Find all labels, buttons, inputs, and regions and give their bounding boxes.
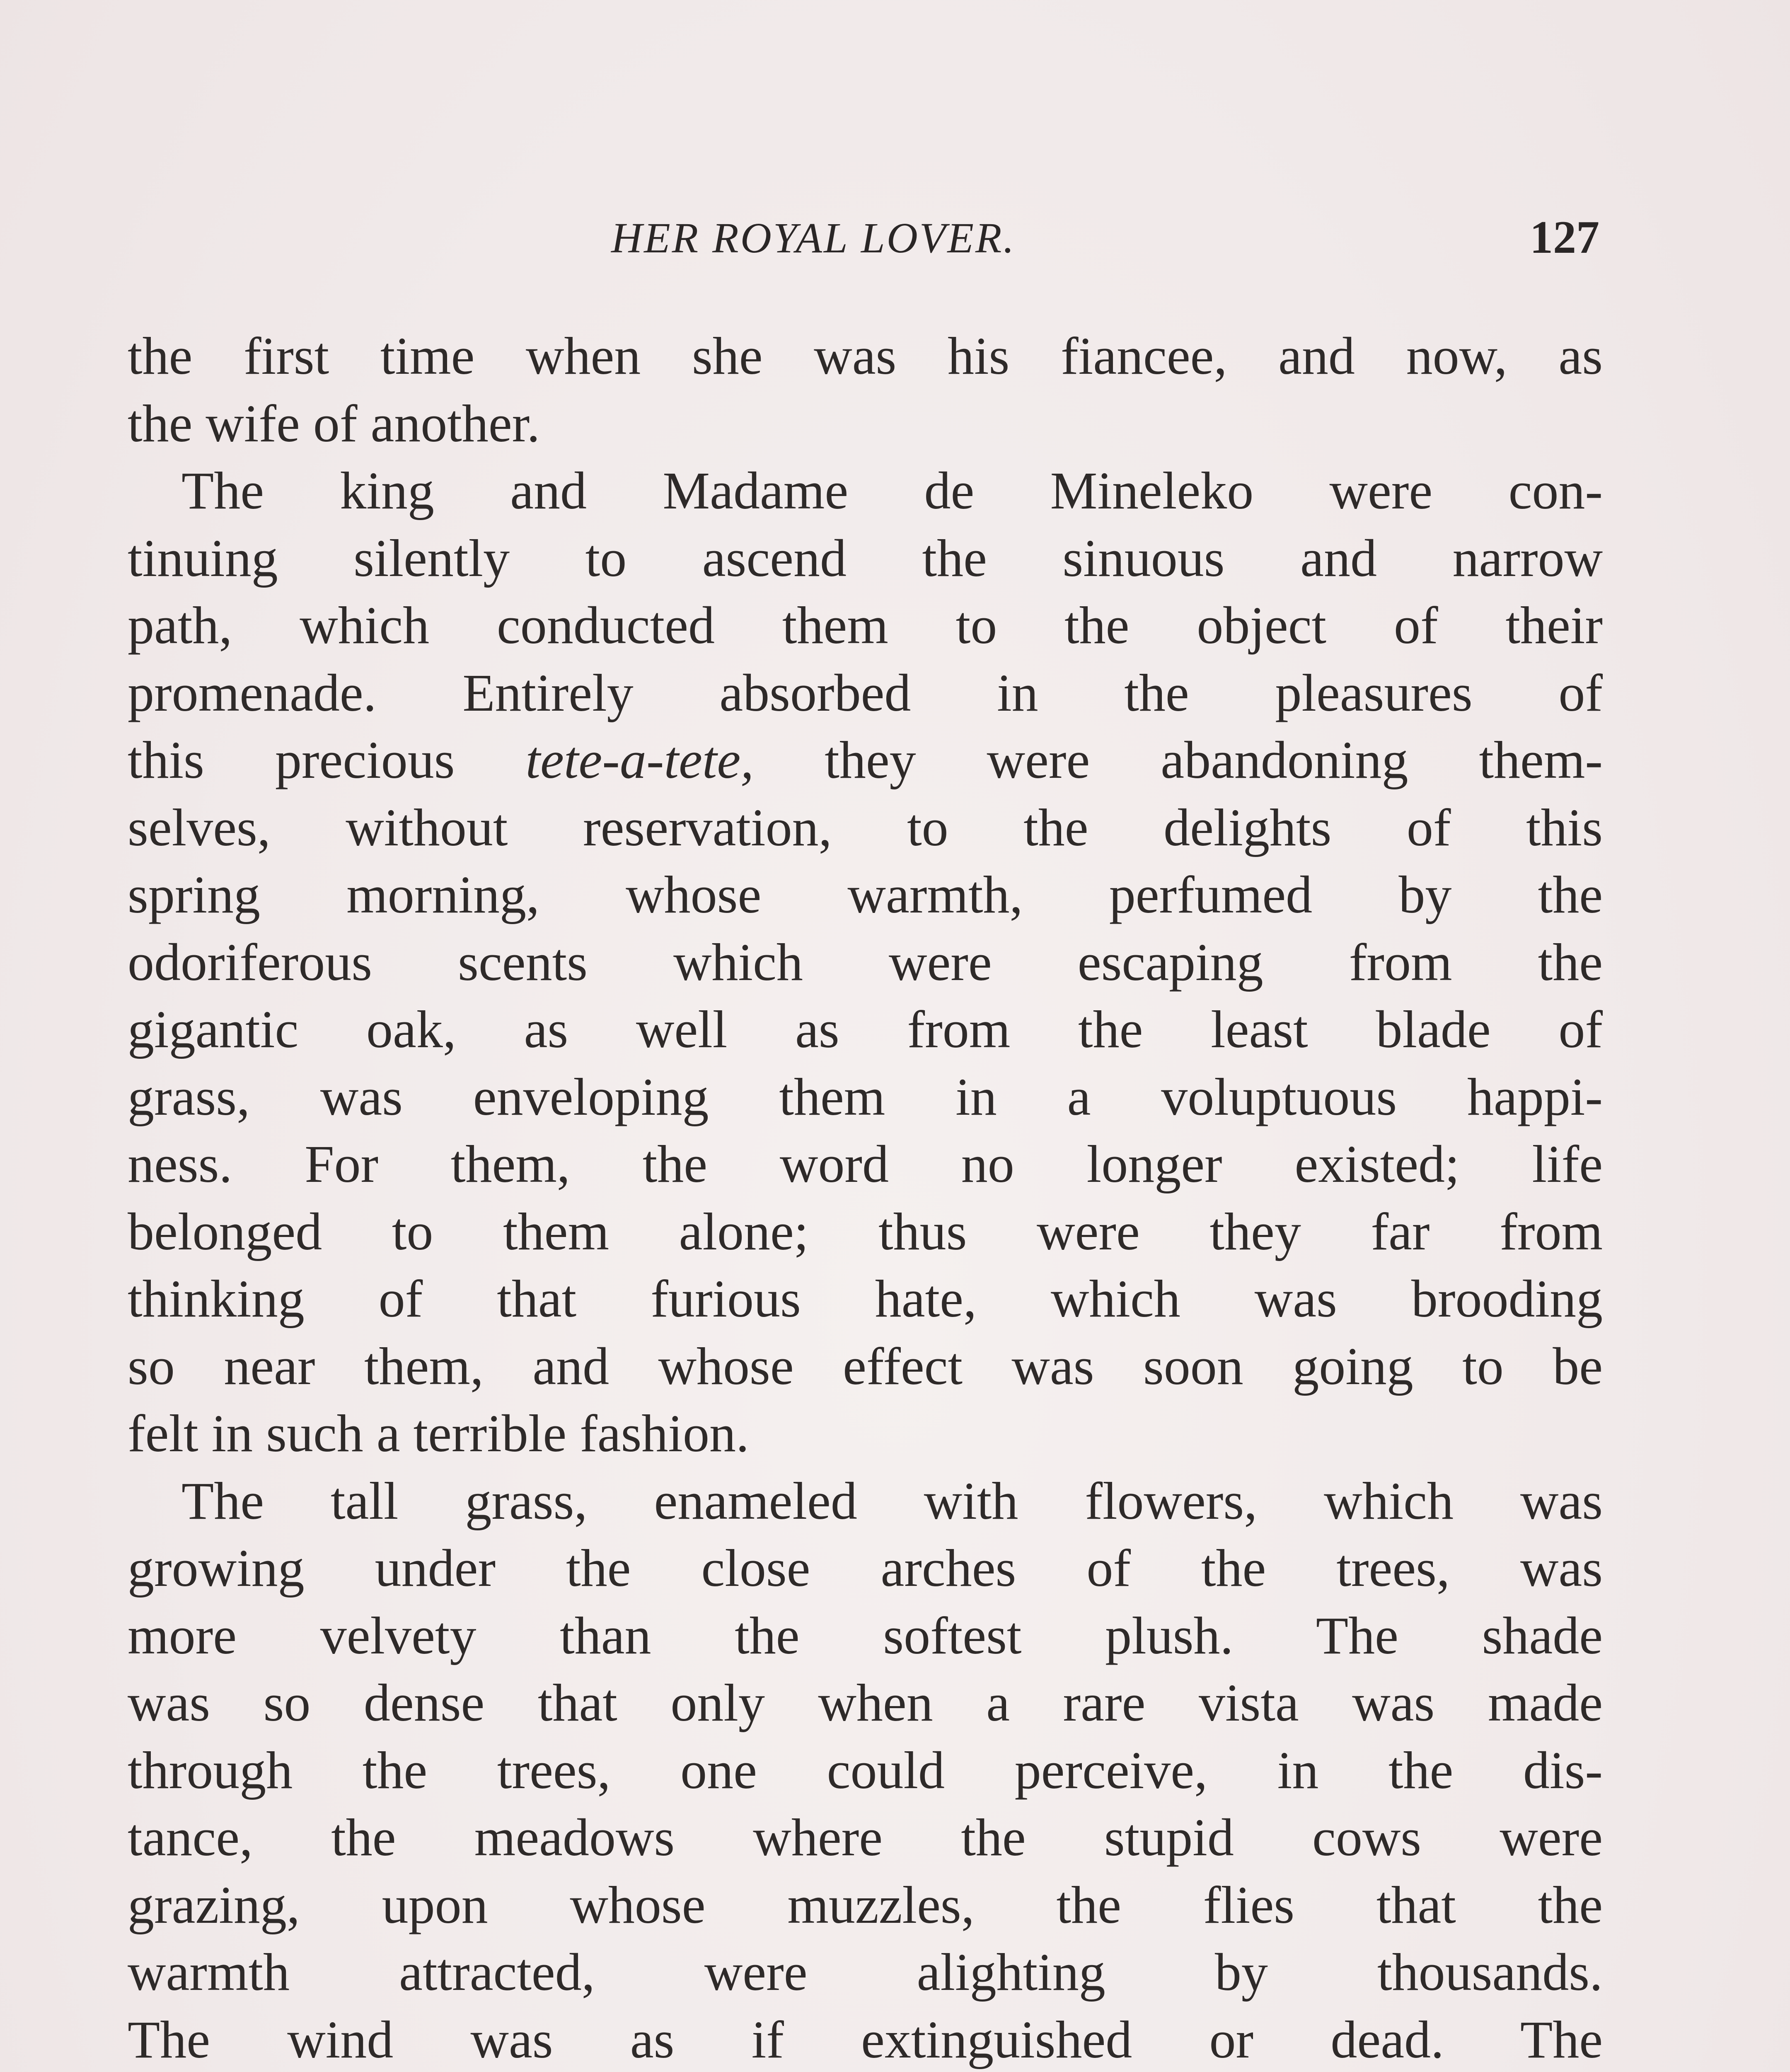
text-line: spring morning, whose warmth, perfumed by the bbox=[128, 865, 1603, 924]
text-line: grass, was enveloping them in a voluptuous happi- bbox=[128, 1067, 1603, 1126]
text-line: The tall grass, enameled with flowers, which was bbox=[181, 1471, 1603, 1530]
text-line: belonged to them alone; thus were they far from bbox=[128, 1202, 1603, 1261]
body-text bbox=[128, 322, 1603, 2072]
page-header bbox=[133, 213, 1599, 271]
text-line: gigantic oak, as well as from the least blade of bbox=[128, 1000, 1603, 1059]
text-line: grazing, upon whose muzzles, the flies that the bbox=[128, 1875, 1603, 1934]
text-line: felt in such a terrible fashion. bbox=[128, 1404, 749, 1463]
text-line: The king and Madame de Mineleko were con- bbox=[181, 461, 1603, 520]
text-line: promenade. Entirely absorbed in the pleasures of bbox=[128, 663, 1603, 722]
text-line: so near them, and whose effect was soon going to be bbox=[128, 1336, 1603, 1396]
italic-phrase: tete-a-tete, bbox=[525, 731, 754, 789]
text-line: warmth attracted, were alighting by thousands. bbox=[128, 1943, 1603, 2002]
text-segment: they were abandoning them- bbox=[754, 731, 1603, 789]
text-line: the wife of another. bbox=[128, 394, 540, 453]
text-line: was so dense that only when a rare vista was made bbox=[128, 1673, 1603, 1732]
page-number: 127 bbox=[1530, 212, 1599, 263]
running-head: HER ROYAL LOVER. bbox=[611, 214, 1016, 262]
text-line bbox=[128, 726, 1603, 794]
text-line: ness. For them, the word no longer existed; life bbox=[128, 1135, 1603, 1193]
text-line: tance, the meadows where the stupid cows were bbox=[128, 1808, 1603, 1867]
text-line: thinking of that furious hate, which was brooding bbox=[128, 1269, 1603, 1328]
text-line: through the trees, one could perceive, in the dis- bbox=[128, 1740, 1603, 1800]
text-line: growing under the close arches of the trees, was bbox=[128, 1539, 1603, 1598]
text-line: The wind was as if extinguished or dead. The bbox=[128, 2010, 1603, 2069]
text-line: more velvety than the softest plush. The shade bbox=[128, 1606, 1603, 1665]
text-line: odoriferous scents which were escaping from the bbox=[128, 932, 1603, 992]
text-line: tinuing silently to ascend the sinuous and narrow bbox=[128, 528, 1603, 588]
text-line: selves, without reservation, to the delights of this bbox=[128, 798, 1603, 857]
text-line: path, which conducted them to the object of their bbox=[128, 596, 1603, 655]
text-segment: this precious bbox=[128, 731, 526, 789]
text-line: the first time when she was his fiancee, and now, as bbox=[128, 327, 1603, 385]
